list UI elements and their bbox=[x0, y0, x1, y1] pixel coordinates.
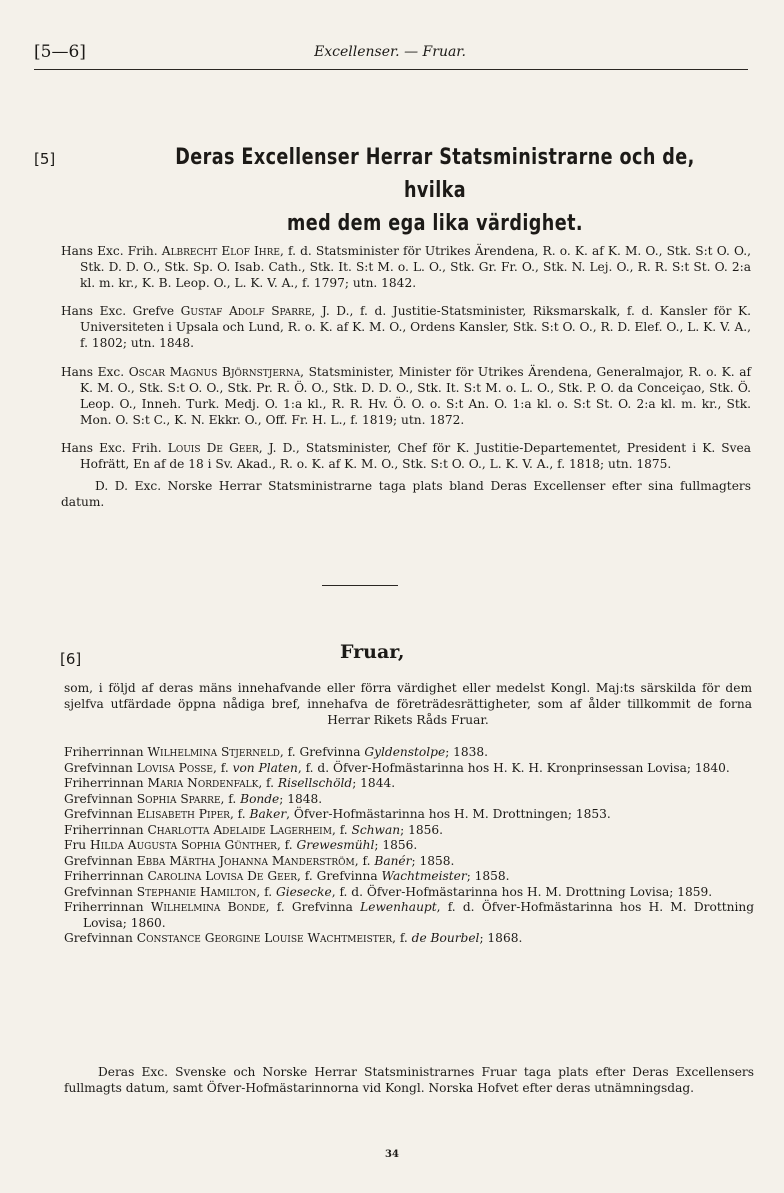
fru-post: ; 1856. bbox=[374, 838, 418, 852]
fru-title: Friherrinnan bbox=[64, 776, 144, 790]
entry-prefix: Hans Exc. Frih. bbox=[61, 244, 158, 259]
fru-maiden-name: Giesecke bbox=[275, 884, 332, 899]
page-number: 34 bbox=[385, 1149, 399, 1160]
entry-prefix: Hans Exc. bbox=[61, 364, 125, 379]
section-divider bbox=[322, 585, 398, 586]
fru-title: Fru bbox=[64, 838, 87, 852]
fru-post: ; 1868. bbox=[479, 931, 523, 945]
entry-text: , J. D., f. d. Justitie-Statsminister, Riksmarskalk, f. d. Kansler för K. Universiteten i Upsala och Lund, R. o. K. af K. M. O., Ordens Kansler, Stk. S:t O. O., R. D. Elef. O., L. K. V. A., f. 1802; utn. 1848. bbox=[80, 304, 751, 351]
fru-post: ; 1838. bbox=[445, 745, 489, 759]
fru-post: ; 1858. bbox=[466, 869, 510, 883]
fru-pre: , f. bbox=[213, 760, 233, 775]
fru-title: Friherrinnan bbox=[64, 869, 144, 883]
fru-entry bbox=[64, 761, 754, 777]
fru-pre: , f. Grefvinna bbox=[265, 900, 361, 914]
fru-name: Sophia Sparre bbox=[136, 791, 221, 806]
fru-title: Grefvinnan bbox=[64, 807, 133, 821]
entry-name: Gustaf Adolf Sparre bbox=[180, 304, 312, 319]
entry-text: , J. D., Statsminister, Chef för K. Justitie-Departementet, President i K. Svea Hofrätt, En af de 18 i Sv. Akad., R. o. K. af K. M. O., Stk. S:t O. O., L. K. V. A., f. 1818; utn. 1875. bbox=[80, 440, 752, 471]
fru-entry bbox=[64, 776, 754, 792]
fru-entry bbox=[64, 838, 754, 854]
header-rule bbox=[34, 69, 748, 70]
fru-pre: , f. bbox=[276, 838, 297, 852]
fru-maiden-name: de Bourbel bbox=[411, 931, 480, 945]
fru-pre: , f. Grefvinna bbox=[279, 745, 365, 759]
section-6-note: Deras Exc. Svenske och Norske Herrar Statsministrarnes Fruar taga plats efter Deras Excellensers fullmagts datum, samt Öfver-Hofmästarinnorna vid Kongl. Norska Hofvet efter deras utnämningsdag. bbox=[64, 1065, 754, 1095]
fru-maiden-name: Baker bbox=[249, 807, 287, 821]
fru-maiden-name: Wachtmeister bbox=[381, 869, 467, 883]
fru-name: Charlotta Adelaide Lagerheim bbox=[147, 822, 332, 837]
entry-text: , f. d. Statsminister för Utrikes Ärendena, R. o. K. af K. M. O., Stk. S:t O. O., Stk. D. D. O., Stk. Sp. O. Isab. Cath., Stk. It. S:t M. o. L. O., Stk. Gr. Fr. O., Stk. N. Lej. O., R. R. S:t St. O. 2:a kl. m. kr., K. B. Leop. O., L. K. V. A., f. 1797; utn. 1842. bbox=[80, 244, 751, 291]
fru-pre: , f. bbox=[229, 807, 250, 821]
fru-post: , f. d. Öfver-Hofmästarinna hos H. M. Drottning Lovisa; 1859. bbox=[331, 884, 713, 899]
fru-post: , f. d. Öfver-Hofmästarinna hos H. K. H. Kronprinsessan Lovisa; 1840. bbox=[297, 760, 730, 775]
section-5-marker: [5] bbox=[34, 150, 56, 168]
fru-name: Stephanie Hamilton bbox=[136, 884, 257, 899]
section-range: [5—6] bbox=[34, 42, 86, 62]
section-6-marker: [6] bbox=[60, 650, 82, 668]
fru-name: Hilda Augusta Sophia Günther bbox=[90, 838, 277, 852]
fru-title: Friherrinnan bbox=[64, 900, 144, 914]
fru-title: Grefvinnan bbox=[64, 853, 133, 868]
fru-entry bbox=[64, 792, 754, 808]
fru-maiden-name: von Platen bbox=[232, 760, 298, 775]
fru-name: Ebba Märtha Johanna Manderström bbox=[136, 853, 355, 868]
fru-entry bbox=[64, 900, 754, 931]
fru-name: Constance Georgine Louise Wachtmeister bbox=[136, 931, 393, 945]
fru-entry bbox=[64, 823, 754, 839]
section-6-intro: som, i följd af deras mäns innehafvande eller förra värdighet eller medelst Kongl. Maj:ts särskilda för dem sjelfva utfärdade öppna nådiga bref, innehafva de företrädesrättigheter, som af ålder tillkommit de forna Herrar Rikets Råds Fruar. bbox=[64, 681, 752, 727]
fru-post: , Öfver-Hofmästarinna hos H. M. Drottningen; 1853. bbox=[286, 807, 611, 821]
fru-maiden-name: Grewesmühl bbox=[296, 838, 375, 852]
fru-pre: , f. bbox=[331, 822, 352, 837]
fru-maiden-name: Risellschöld bbox=[277, 776, 353, 790]
running-title: Excellenser. — Fruar. bbox=[314, 44, 466, 60]
fru-entry bbox=[64, 807, 754, 823]
entry-name: Albrecht Elof Ihre bbox=[161, 244, 280, 259]
fru-name: Carolina Lovisa De Geer bbox=[147, 869, 298, 883]
fru-post: ; 1858. bbox=[411, 853, 455, 868]
excellens-entry bbox=[61, 364, 751, 428]
fru-maiden-name: Gyldenstolpe bbox=[364, 745, 446, 759]
fru-title: Grefvinnan bbox=[64, 931, 133, 945]
fru-pre: , f. bbox=[392, 931, 412, 945]
section-6-heading: Fruar, bbox=[340, 641, 405, 663]
fru-title: Grefvinnan bbox=[64, 791, 133, 806]
fruar-list bbox=[64, 745, 754, 947]
fru-entry bbox=[64, 854, 754, 870]
fru-post: ; 1844. bbox=[352, 776, 396, 790]
fru-entry bbox=[64, 931, 754, 947]
section-5-note: D. D. Exc. Norske Herrar Statsministrarne taga plats bland Deras Excellenser efter sina fullmagters datum. bbox=[61, 478, 751, 509]
fru-entry bbox=[64, 745, 754, 761]
section-5-heading bbox=[175, 141, 695, 240]
entry-prefix: Hans Exc. Grefve bbox=[61, 304, 175, 319]
fru-title: Grefvinnan bbox=[64, 760, 133, 775]
section-5-heading-line1: Deras Excellenser Herrar Statsministrarne och de, hvilka bbox=[175, 145, 695, 203]
fru-pre: , f. bbox=[258, 776, 278, 790]
section-5-heading-line2: med dem ega lika värdighet. bbox=[287, 211, 583, 236]
entry-name: Louis De Geer bbox=[167, 440, 259, 455]
fru-title: Grefvinnan bbox=[64, 884, 133, 899]
fru-name: Maria Nordenfalk bbox=[147, 776, 259, 790]
entry-name: Oscar Magnus Björnstjerna bbox=[128, 364, 301, 379]
fru-maiden-name: Banér bbox=[374, 853, 412, 868]
fru-post: , f. d. Öfver-Hofmästarinna hos H. M. Drottning Lovisa; 1860. bbox=[83, 900, 755, 930]
fru-maiden-name: Lewenhaupt bbox=[360, 900, 437, 914]
fru-title: Friherrinnan bbox=[64, 822, 144, 837]
fru-title: Friherrinnan bbox=[64, 745, 144, 759]
excellens-entry bbox=[61, 303, 751, 351]
fru-post: ; 1856. bbox=[400, 822, 443, 837]
entry-prefix: Hans Exc. Frih. bbox=[61, 440, 162, 455]
fru-pre: , f. Grefvinna bbox=[297, 869, 382, 883]
fru-maiden-name: Bonde bbox=[240, 791, 280, 806]
excellens-entry bbox=[61, 243, 751, 291]
excellens-entry bbox=[61, 440, 751, 472]
fru-name: Wilhelmina Stjerneld bbox=[147, 745, 280, 759]
running-header bbox=[34, 42, 746, 68]
fru-entry bbox=[64, 869, 754, 885]
fru-maiden-name: Schwan bbox=[351, 822, 401, 837]
fru-name: Wilhelmina Bonde bbox=[150, 900, 266, 914]
fru-entry bbox=[64, 885, 754, 901]
excellenser-list bbox=[61, 231, 751, 522]
fru-pre: , f. bbox=[220, 791, 241, 806]
fru-pre: , f. bbox=[256, 884, 276, 899]
fru-pre: , f. bbox=[354, 853, 375, 868]
fru-post: ; 1848. bbox=[279, 791, 323, 806]
fru-name: Elisabeth Piper bbox=[136, 807, 230, 821]
fru-name: Lovisa Posse bbox=[136, 760, 213, 775]
entry-text: , Statsminister, Minister för Utrikes Ärendena, Generalmajor, R. o. K. af K. M. O., Stk. S:t O. O., Stk. Pr. R. Ö. O., Stk. D. D. O., Stk. It. S:t M. o. L. O., Stk. P. O. da Conceiçao, Stk. Ö. Leop. O., Inneh. Turk. Medj. O. 1:a kl., R. R. Hv. Ö. O. o. S:t An. O. 1:a kl. o. S:t St. O. 2:a kl. m. kr., Stk. Mon. O. S:t C., K. N. Ekkr. O., Off. Fr. H. L., f. 1819; utn. 1872. bbox=[80, 364, 752, 427]
